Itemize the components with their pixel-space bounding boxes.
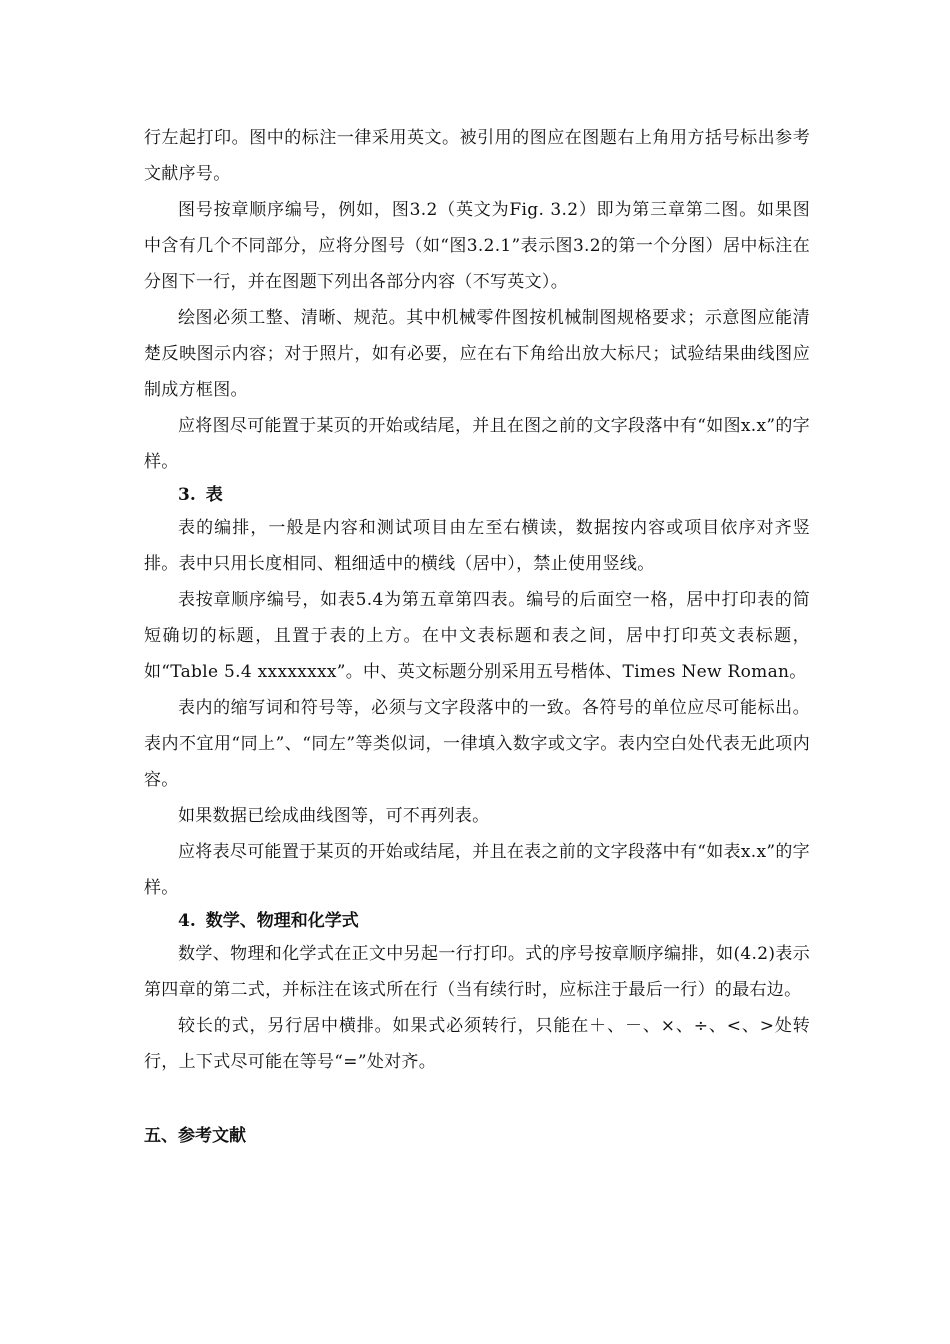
paragraph-drawing-rules: 绘图必须工整、清晰、规范。其中机械零件图按机械制图规格要求；示意图应能清楚反映图示内容；对于照片，如有必要，应在右下角给出放大标尺；试验结果曲线图应制成方框图。 (144, 308, 810, 400)
paragraph-table-curves: 如果数据已绘成曲线图等，可不再列表。 (178, 806, 490, 826)
section-heading-formulas (144, 906, 810, 936)
section-title: 数学、物理和化学式 (205, 911, 359, 931)
paragraph-table-symbols: 表内的缩写词和符号等，必须与文字段落中的一致。各符号的单位应尽可能标出。表内不宜用“同上”、“同左”等类似词，一律填入数字或文字。表内空白处代表无此项内容。 (144, 698, 810, 790)
paragraph-table-numbering: 表按章顺序编号，如表5.4为第五章第四表。编号的后面空一格，居中打印表的简短确切的标题，且置于表的上方。在中文表标题和表之间，居中打印英文表标题，如“Table 5.4 xxxxxxxx”。中、英文标题分别采用五号楷体、Times New Roman。 (144, 590, 810, 682)
paragraph-figure-caption-cont: 行左起打印。图中的标注一律采用英文。被引用的图应在图题右上角用方括号标出参考文献序号。 (144, 128, 810, 184)
chapter-heading-references: 五、参考文献 (144, 1126, 246, 1146)
paragraph-figure-numbering: 图号按章顺序编号，例如，图3.2（英文为Fig. 3.2）即为第三章第二图。如果图中含有几个不同部分，应将分图号（如“图3.2.1”表示图3.2的第一个分图）居中标注在分图下一行，并在图题下列出各部分内容（不写英文）。 (144, 200, 810, 292)
section-number: 3. (178, 485, 196, 505)
paragraph-figure-placement: 应将图尽可能置于某页的开始或结尾，并且在图之前的文字段落中有“如图x.x”的字样。 (144, 416, 810, 472)
document-page (144, 120, 810, 1154)
section-heading-tables (144, 480, 810, 510)
paragraph-formula-wrapping: 较长的式，另行居中横排。如果式必须转行，只能在＋、－、×、÷、<、>处转行，上下式尽可能在等号“=”处对齐。 (144, 1016, 810, 1072)
section-number: 4. (178, 911, 196, 931)
paragraph-table-layout: 表的编排，一般是内容和测试项目由左至右横读，数据按内容或项目依序对齐竖排。表中只用长度相同、粗细适中的横线（居中），禁止使用竖线。 (144, 518, 810, 574)
paragraph-formula-numbering: 数学、物理和化学式在正文中另起一行打印。式的序号按章顺序编排，如(4.2)表示第四章的第二式，并标注在该式所在行（当有续行时，应标注于最后一行）的最右边。 (144, 944, 810, 1000)
section-title: 表 (205, 485, 223, 505)
paragraph-table-placement: 应将表尽可能置于某页的开始或结尾，并且在表之前的文字段落中有“如表x.x”的字样。 (144, 842, 810, 898)
